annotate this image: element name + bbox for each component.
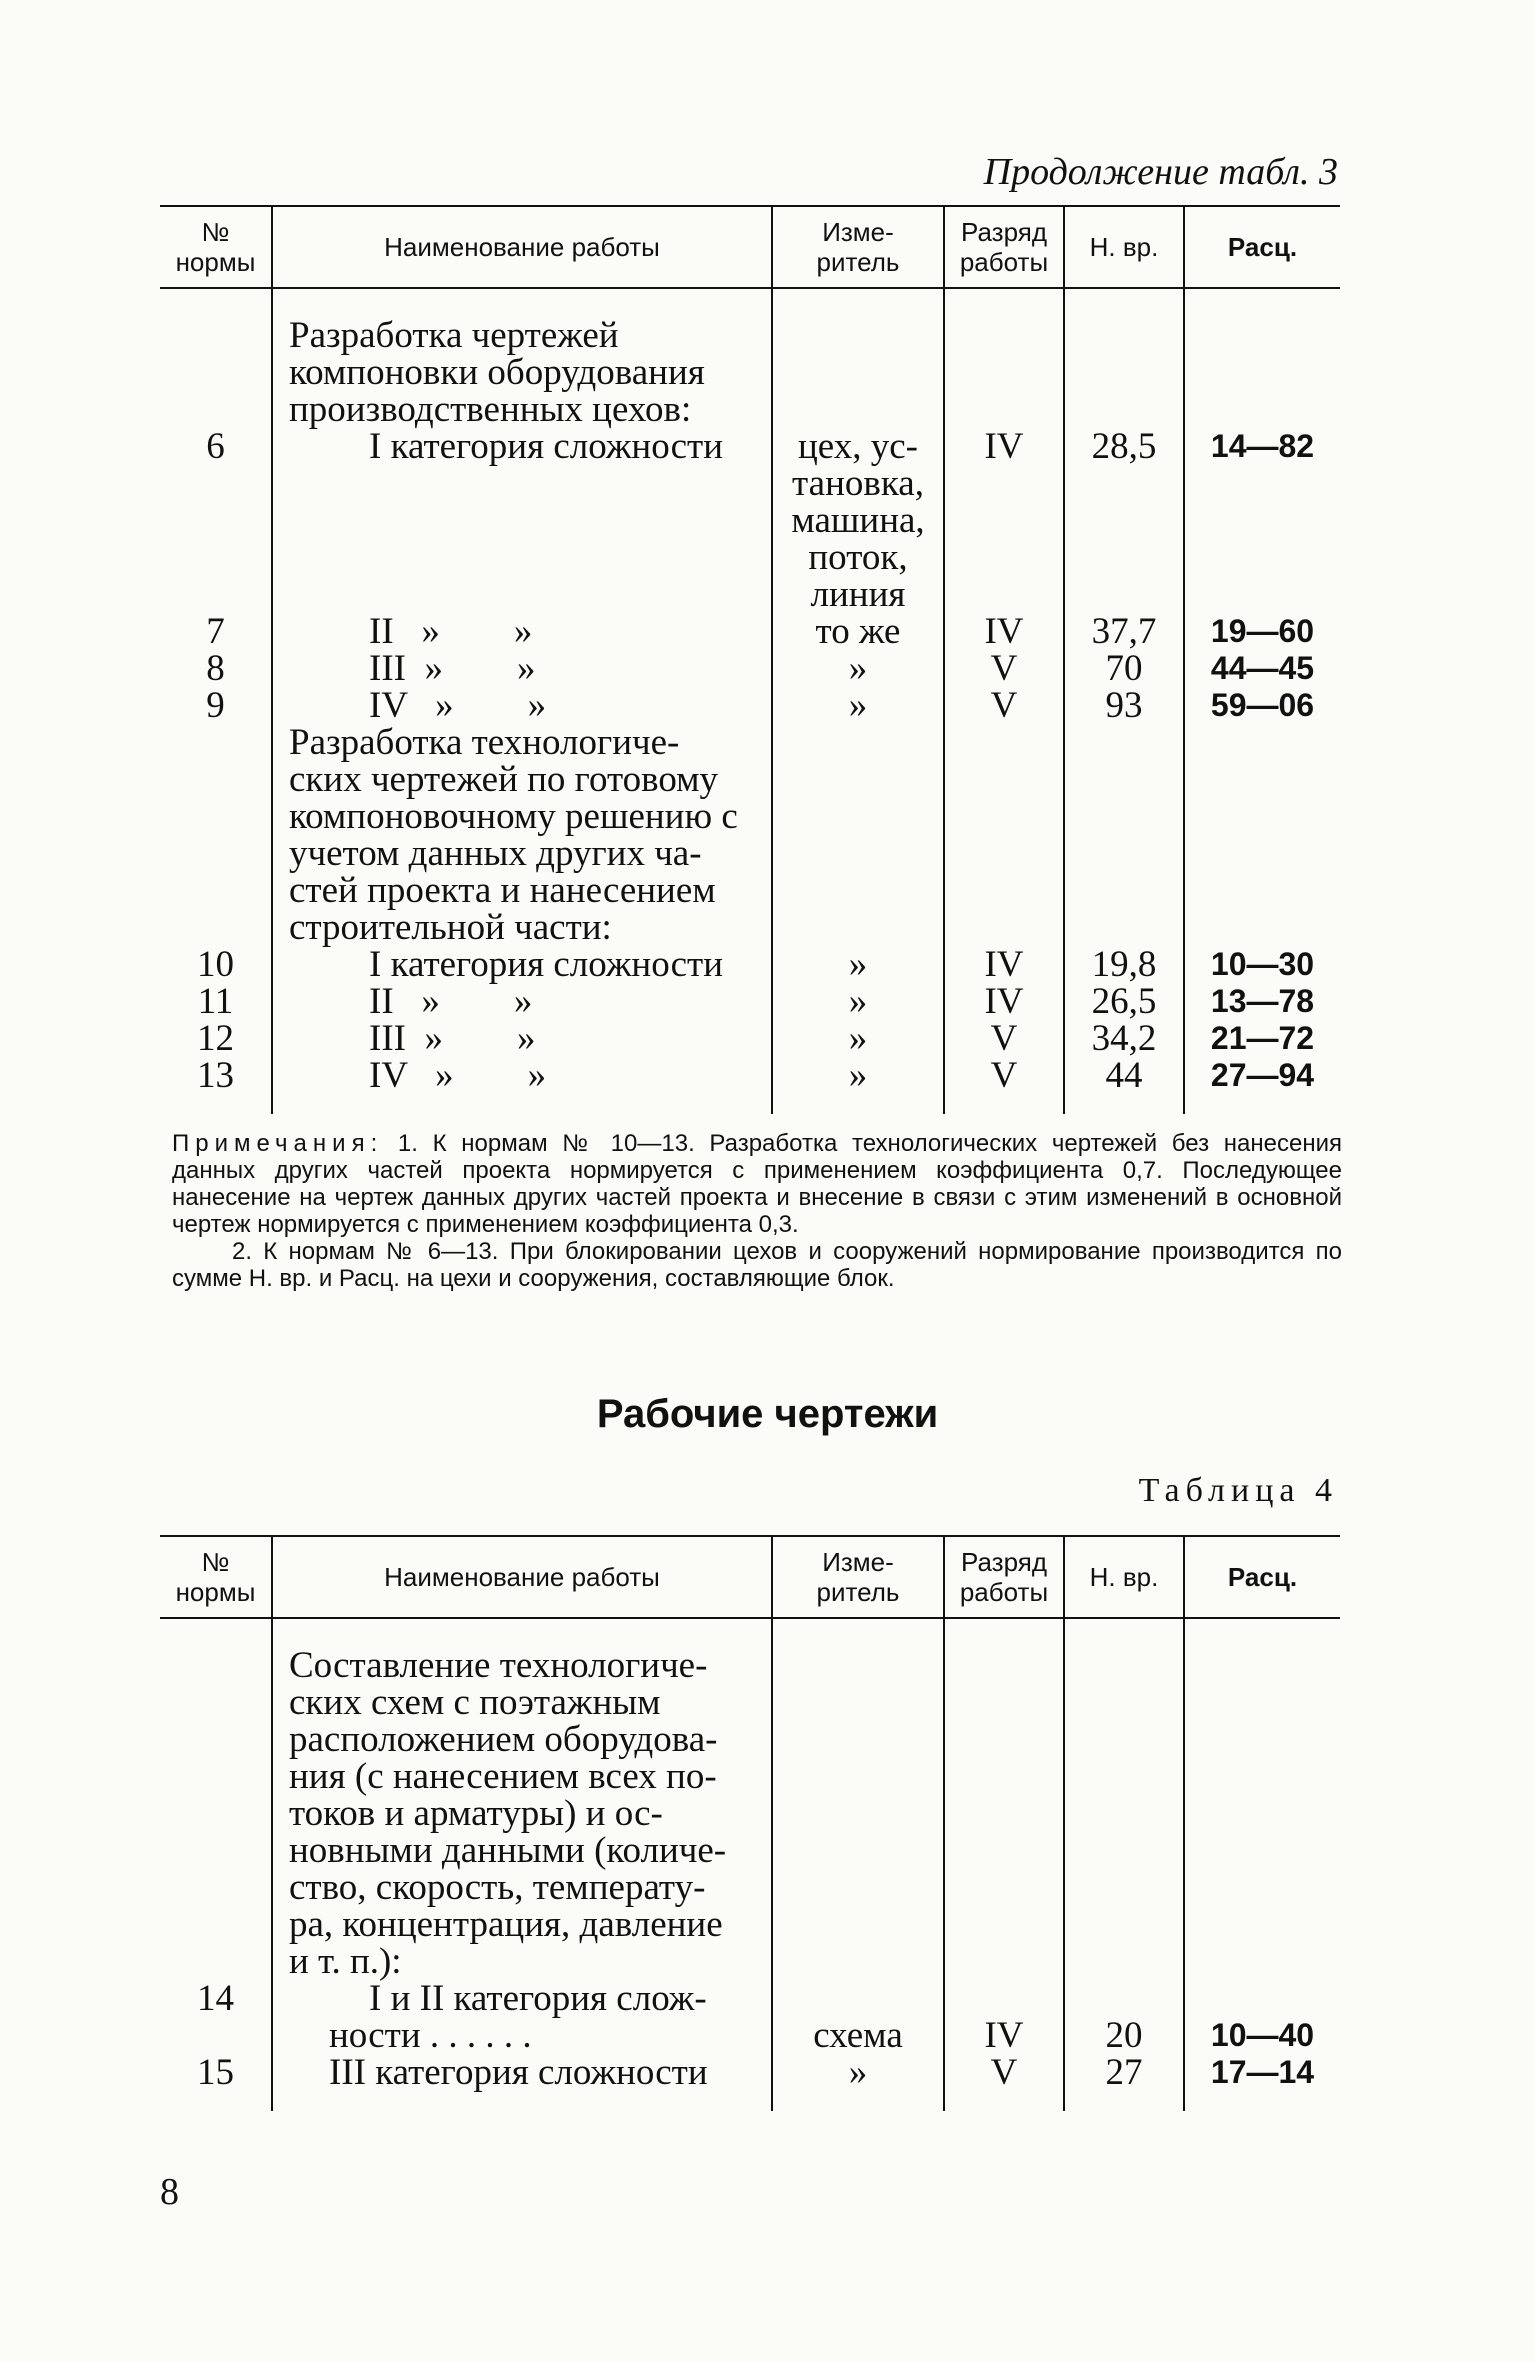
row-name: II » » [272,983,772,1020]
row-num: 11 [197,981,234,1022]
row-name: III категория сложности [272,2054,772,2091]
table-row [160,983,1340,1020]
row-name: I категория сложности [272,428,772,613]
row-grade: IV [944,428,1064,613]
table-row [160,1057,1340,1094]
row-grade: V [944,650,1064,687]
col-header-rate: Расц. [1184,206,1340,288]
group-heading: Разработка чертежей компоновки оборудования производственных цехов: [272,317,772,428]
row-name: IV » » [272,1057,772,1094]
row-unit: » [772,2054,944,2091]
row-time: 28,5 [1064,428,1184,613]
table-header-row [160,1536,1340,1618]
row-unit: » [772,1057,944,1094]
row-grade: IV [944,613,1064,650]
section-title: Рабочие чертежи [596,1392,939,1436]
row-num: 14 [197,1978,234,2019]
col-header-time: Н. вр. [1064,1536,1184,1618]
group-heading: Разработка технологиче- ских чертежей по готовому компоновочному решению с учетом данных других ча- стей проекта и нанесением строительной части: [272,724,772,946]
note-2: 2. К нормам № 6—13. При блокировании цехов и сооружений нормирование производится по сумме Н. вр. и Расц. на цехи и сооружения, составляющие блок. [172,1238,1342,1292]
row-unit: » [772,946,944,983]
col-header-rate: Расц. [1184,1536,1340,1618]
notes-label: Примечания: [172,1130,384,1157]
row-rate: 21—72 [1184,1020,1340,1057]
col-header-num: № нормы [160,206,272,288]
col-header-name: Наименование работы [272,1536,772,1618]
row-time: 19,8 [1064,946,1184,983]
notes [172,1130,1342,1292]
row-rate: 19—60 [1184,613,1340,650]
row-grade: IV [944,983,1064,1020]
row-time: 93 [1064,687,1184,724]
table-row [160,1020,1340,1057]
continuation-caption: Продолжение табл. 3 [983,151,1338,193]
row-unit: то же [772,613,944,650]
table-row [160,2054,1340,2091]
col-header-unit: Изме- ритель [772,206,944,288]
row-name: I и II категория слож- ности . . . . . . [272,1980,772,2054]
table-row [160,650,1340,687]
row-rate: 59—06 [1184,687,1340,724]
col-header-grade: Разряд работы [944,1536,1064,1618]
row-rate: 13—78 [1184,983,1340,1020]
col-header-num: № нормы [160,1536,272,1618]
row-rate: 14—82 [1184,428,1340,613]
row-unit: » [772,1020,944,1057]
table-4 [160,1535,1340,2111]
row-rate: 27—94 [1184,1057,1340,1094]
table-row [160,1980,1340,2054]
col-header-unit: Изме- ритель [772,1536,944,1618]
row-num: 13 [197,1055,234,1096]
row-name: III » » [272,650,772,687]
row-name: III » » [272,1020,772,1057]
table-3 [160,205,1340,1114]
row-rate: 44—45 [1184,650,1340,687]
note-1: Примечания: 1. К нормам № 10—13. Разработка технологических чертежей без нанесения данных других частей проекта нормируется с применением коэффициента 0,7. Последующее нанесение на чертеж данных других частей проекта и внесение в связи с этим изменений в основной чертеж нормируется с применением коэффициента 0,3. [172,1130,1342,1238]
row-name: IV » » [272,687,772,724]
row-time: 34,2 [1064,1020,1184,1057]
row-unit: » [772,687,944,724]
table-row [160,1647,1340,1980]
row-rate: 10—40 [1184,1980,1340,2054]
col-header-time: Н. вр. [1064,206,1184,288]
row-grade: V [944,1057,1064,1094]
row-grade: V [944,2054,1064,2091]
page-number: 8 [160,2171,179,2213]
row-grade: IV [944,1980,1064,2054]
row-grade: V [944,1020,1064,1057]
row-time: 37,7 [1064,613,1184,650]
table-row [160,687,1340,724]
row-num: 6 [206,426,225,467]
row-num: 9 [206,685,225,726]
table-row [160,613,1340,650]
table-row [160,428,1340,613]
row-num: 8 [206,648,225,689]
row-num: 12 [197,1018,234,1059]
col-header-grade: Разряд работы [944,206,1064,288]
row-time: 20 [1064,1980,1184,2054]
row-name: I категория сложности [272,946,772,983]
row-time: 26,5 [1064,983,1184,1020]
row-grade: V [944,687,1064,724]
table-row [160,317,1340,428]
row-unit: » [772,983,944,1020]
row-unit: схема [772,1980,944,2054]
row-name: II » » [272,613,772,650]
row-num: 10 [197,944,234,985]
row-num: 7 [206,611,225,652]
row-num: 15 [197,2052,234,2093]
row-time: 44 [1064,1057,1184,1094]
row-grade: IV [944,946,1064,983]
table-row [160,946,1340,983]
col-header-name: Наименование работы [272,206,772,288]
table-label: Таблица 4 [1138,1472,1338,1509]
row-time: 70 [1064,650,1184,687]
table-header-row [160,206,1340,288]
row-unit: цех, ус- тановка, машина, поток, линия [772,428,944,613]
row-time: 27 [1064,2054,1184,2091]
row-rate: 10—30 [1184,946,1340,983]
table-row [160,724,1340,946]
group-heading: Составление технологиче- ских схем с поэтажным расположением оборудова- ния (с нанесением всех по- токов и арматуры) и ос- новными данными (количе- ство, скорость, температу- ра, концентрация, давление и т. п.): [272,1647,772,1980]
row-rate: 17—14 [1184,2054,1340,2091]
row-unit: » [772,650,944,687]
